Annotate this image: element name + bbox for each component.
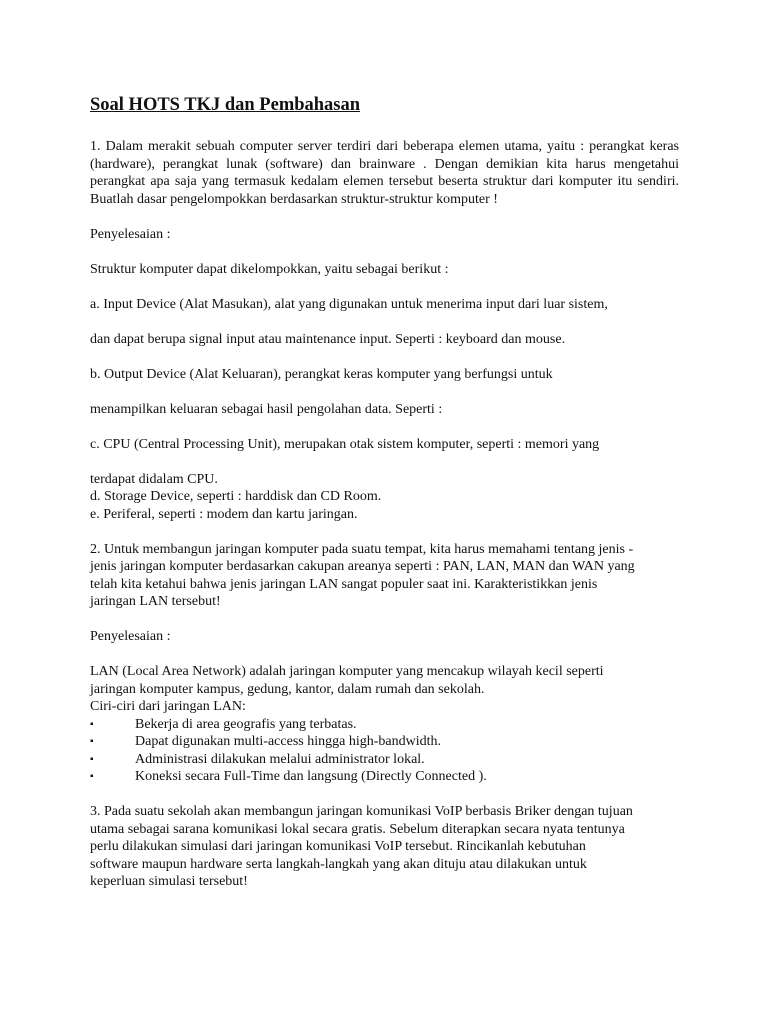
list-item-text: Dapat digunakan multi-access hingga high-bandwidth. bbox=[135, 734, 441, 749]
bullet-icon: ▪ bbox=[90, 753, 94, 765]
list-item bbox=[90, 716, 679, 734]
question-3-line: 3. Pada suatu sekolah akan membangun jaringan komunikasi VoIP berbasis Briker dengan tujuan bbox=[90, 804, 633, 819]
q2-answer-line: jaringan komputer kampus, gedung, kantor, dalam rumah dan sekolah. bbox=[90, 681, 485, 697]
question-3-line: perlu dilakukan simulasi dari jaringan komunikasi VoIP tersebut. Rincikanlah kebutuhan bbox=[90, 839, 586, 854]
question-3-line: keperluan simulasi tersebut! bbox=[90, 874, 248, 889]
bullet-icon: ▪ bbox=[90, 736, 94, 747]
q1-item-b-line1: b. Output Device (Alat Keluaran), perangkat keras komputer yang berfungsi untuk bbox=[90, 366, 553, 382]
q1-intro: Struktur komputer dapat dikelompokkan, yaitu sebagai berikut : bbox=[90, 261, 449, 277]
list-item-text: Bekerja di area geografis yang terbatas. bbox=[135, 716, 357, 732]
q2-answer-line: LAN (Local Area Network) adalah jaringan komputer yang mencakup wilayah kecil seperti bbox=[90, 664, 604, 679]
question-2 bbox=[90, 541, 679, 611]
list-item bbox=[90, 751, 679, 769]
question-2-line: jenis jaringan komputer berdasarkan cakupan areanya seperti : PAN, LAN, MAN dan WAN yang bbox=[90, 559, 635, 574]
question-2-line: jaringan LAN tersebut! bbox=[90, 594, 221, 609]
q1-answer-label: Penyelesaian : bbox=[90, 226, 171, 242]
question-2-line: telah kita ketahui bahwa jenis jaringan LAN sangat populer saat ini. Karakteristikkan jenis bbox=[90, 576, 598, 592]
list-item-text: Koneksi secara Full-Time dan langsung (Directly Connected ). bbox=[135, 769, 487, 784]
q1-item-c-line1: c. CPU (Central Processing Unit), merupakan otak sistem komputer, seperti : memori yang bbox=[90, 436, 600, 452]
lan-characteristics-list bbox=[90, 716, 679, 786]
q2-answer-label: Penyelesaian : bbox=[90, 629, 171, 644]
list-item-text: Administrasi dilakukan melalui administrator lokal. bbox=[135, 751, 425, 767]
q1-item-a-line1: a. Input Device (Alat Masukan), alat yang digunakan untuk menerima input dari luar sistem, bbox=[90, 296, 608, 312]
document-title: Soal HOTS TKJ dan Pembahasan bbox=[90, 95, 361, 115]
list-item bbox=[90, 768, 679, 786]
bullet-icon: ▪ bbox=[90, 771, 94, 782]
q1-item-a-line2: dan dapat berupa signal input atau maintenance input. Seperti : keyboard dan mouse. bbox=[90, 331, 566, 347]
bullet-icon: ▪ bbox=[90, 718, 94, 730]
question-3-line: utama sebagai sarana komunikasi lokal secara gratis. Sebelum diterapkan secara nyata tentunya bbox=[90, 821, 625, 837]
question-1: 1. Dalam merakit sebuah computer server terdiri dari beberapa elemen utama, yaitu : perangkat keras (hardware), perangkat lunak (software) dan brainware . Dengan demikian kita harus mengetahui perangkat apa saja yang termasuk kedalam elemen tersebut beserta struktur dari komputer itu sendiri. Buatlah dasar pengelompokkan berdasarkan struktur-struktur komputer ! bbox=[90, 139, 679, 207]
question-3 bbox=[90, 803, 679, 891]
q2-answer-line: Ciri-ciri dari jaringan LAN: bbox=[90, 699, 246, 714]
q2-answer bbox=[90, 663, 679, 716]
q1-item-b-line2: menampilkan keluaran sebagai hasil pengolahan data. Seperti : bbox=[90, 401, 443, 417]
q1-item-d: d. Storage Device, seperti : harddisk dan CD Room. bbox=[90, 489, 382, 504]
q1-item-c-line2: terdapat didalam CPU. bbox=[90, 471, 218, 487]
list-item bbox=[90, 733, 679, 751]
q1-item-e: e. Periferal, seperti : modem dan kartu jaringan. bbox=[90, 506, 358, 522]
question-3-line: software maupun hardware serta langkah-langkah yang akan dituju atau dilakukan untuk bbox=[90, 856, 587, 872]
question-2-line: 2. Untuk membangun jaringan komputer pada suatu tempat, kita harus memahami tentang jenis - bbox=[90, 541, 634, 557]
